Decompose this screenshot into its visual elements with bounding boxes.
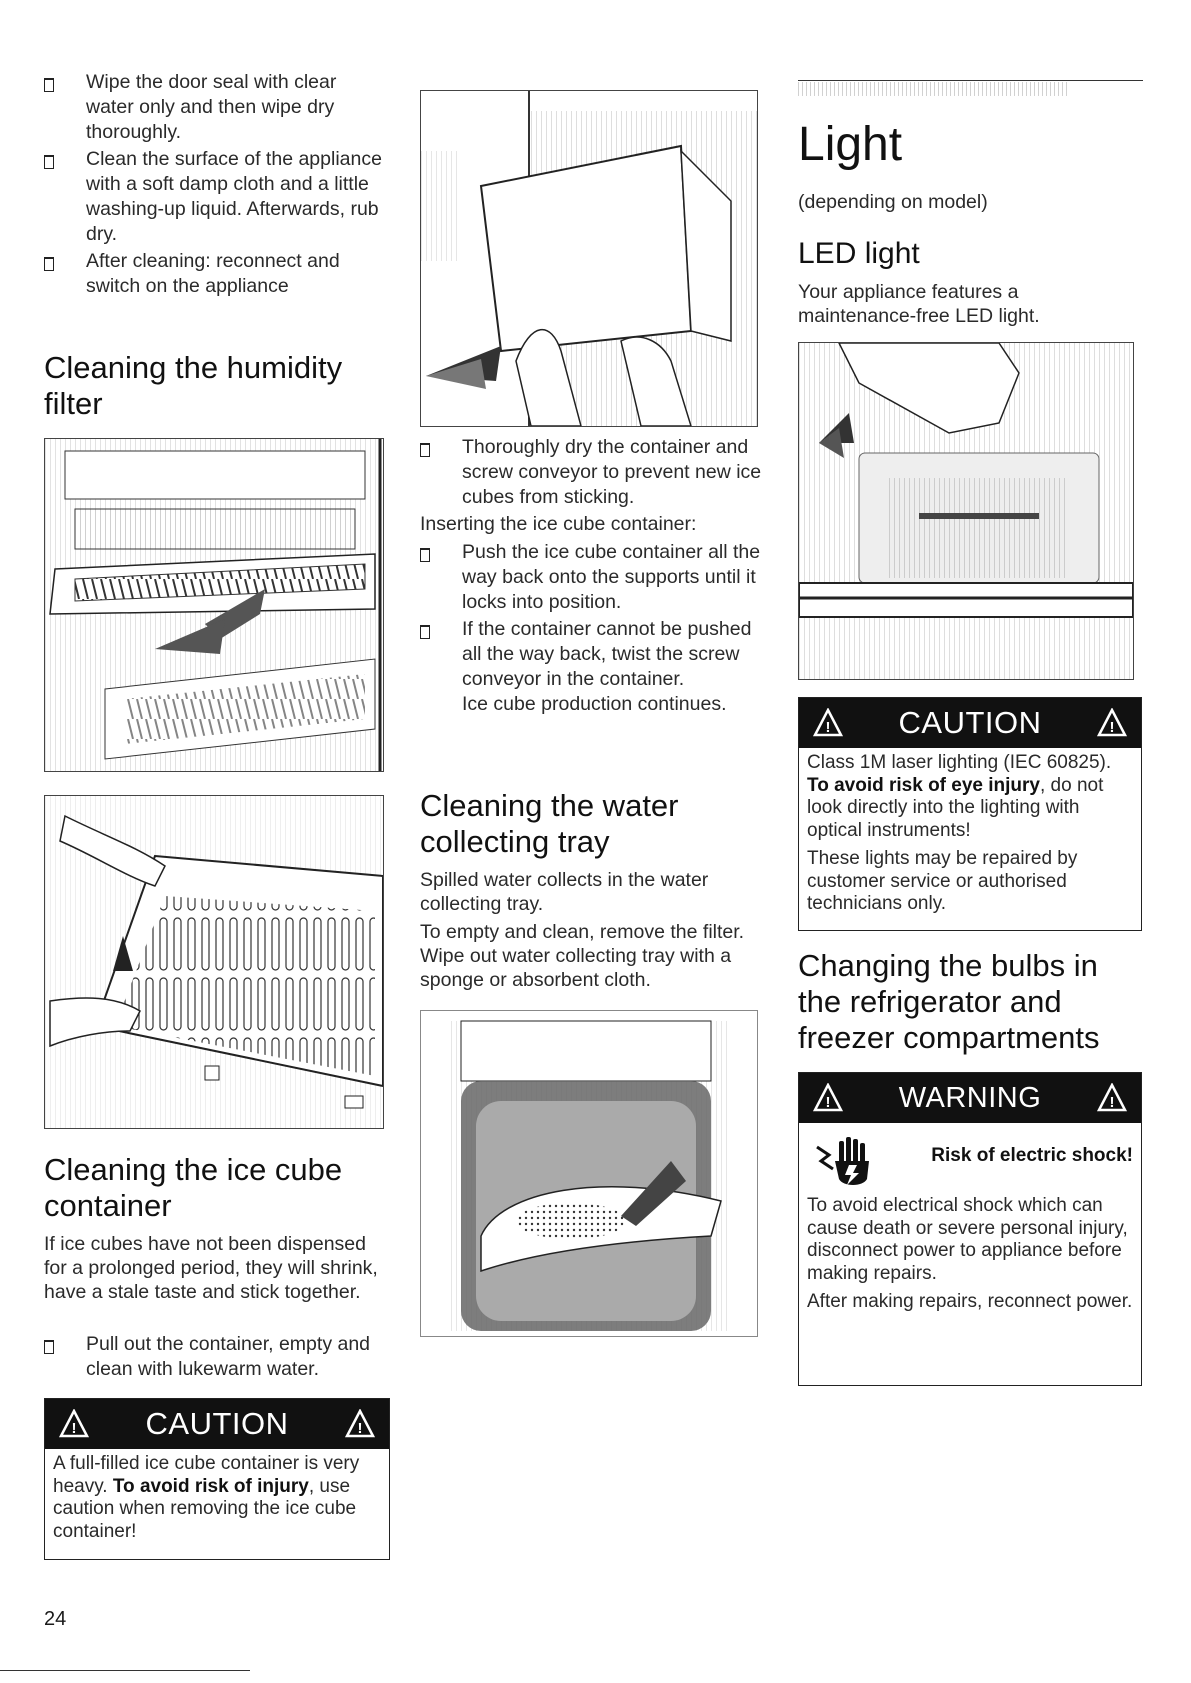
caution-title: CAUTION <box>145 1406 289 1441</box>
checkbox-bullet-icon <box>44 78 54 92</box>
filter-cover-illustration <box>44 795 384 1129</box>
list-item: If the container cannot be pushed all the way back, twist the screw conveyor in the container. Ice cube production continues. <box>420 617 765 717</box>
column-middle <box>420 435 765 719</box>
warning-triangle-icon <box>813 1083 843 1113</box>
heading-ice-cube-container: Cleaning the ice cube container <box>44 1152 343 1223</box>
caution-text: Class 1M laser lighting (IEC 60825). To avoid risk of eye injury, do not look directly into the lighting with optical instruments! These lights may be repaired by customer service or authorised technicians only. <box>799 748 1141 922</box>
heading-changing-bulbs: Changing the bulbs in the refrigerator and freezer compartments <box>798 948 1100 1055</box>
ice-container-drawing <box>421 91 757 426</box>
column-left <box>44 70 389 301</box>
checkbox-bullet-icon <box>420 443 430 457</box>
humidity-filter-illustration <box>44 438 384 772</box>
svg-text:!: ! <box>71 1420 77 1437</box>
led-light-drawing <box>799 343 1133 679</box>
list-item: Clean the surface of the appliance with a soft damp cloth and a little washing-up liquid. Afterwards, rub dry. <box>44 147 389 247</box>
water-tray-paragraph-2: To empty and clean, remove the filter. Wipe out water collecting tray with a sponge or absorbent cloth. <box>420 921 745 991</box>
list-item: Thoroughly dry the container and screw conveyor to prevent new ice cubes from sticking. <box>420 435 765 510</box>
warning-box-electric <box>798 1072 1142 1386</box>
warning-title: WARNING <box>898 1081 1042 1114</box>
warning-triangle-icon <box>345 1409 375 1439</box>
warning-triangle-icon <box>1097 708 1127 738</box>
checkbox-bullet-icon <box>420 548 430 562</box>
caution-title: CAUTION <box>898 705 1042 740</box>
list-item: After cleaning: reconnect and switch on the appliance <box>44 249 389 299</box>
list-item: Wipe the door seal with clear water only and then wipe dry thoroughly. <box>44 70 389 145</box>
list-item: Push the ice cube container all the way back onto the supports until it locks into position. <box>420 540 765 615</box>
ice-container-removal-illustration <box>420 90 758 427</box>
ice-cube-bullets <box>44 1332 389 1384</box>
heading-light: Light <box>798 118 903 171</box>
warning-paragraph-2: After making repairs, reconnect power. <box>807 1291 1133 1312</box>
warning-triangle-icon <box>59 1409 89 1439</box>
caution-paragraph-2: These lights may be repaired by customer service or authorised technicians only. <box>807 848 1078 914</box>
cleaning-bullets <box>44 70 389 299</box>
heading-led-light: LED light <box>798 237 920 270</box>
checkbox-bullet-icon <box>44 257 54 271</box>
led-paragraph: Your appliance features a maintenance-free LED light. <box>798 281 1040 327</box>
svg-text:!: ! <box>1109 1094 1115 1111</box>
caution-header <box>799 698 1141 748</box>
svg-text:!: ! <box>825 719 831 736</box>
depending-on-model: (depending on model) <box>798 191 988 213</box>
svg-text:!: ! <box>357 1420 363 1437</box>
electric-shock-hand-icon <box>813 1133 883 1191</box>
caution-box-ice-container <box>44 1398 390 1560</box>
warning-triangle-icon <box>813 708 843 738</box>
humidity-drawer-drawing <box>45 439 383 771</box>
svg-text:!: ! <box>1109 719 1115 736</box>
section-marker <box>798 82 1068 96</box>
ice-cube-paragraph: If ice cubes have not been dispensed for a prolonged period, they will shrink, have a stale taste and stick together. <box>44 1233 378 1303</box>
section-divider <box>798 80 1143 81</box>
caution-box-laser <box>798 697 1142 931</box>
warning-text <box>799 1195 1141 1320</box>
warning-paragraph-1: To avoid electrical shock which can cause death or severe personal injury, disconnect power to appliance before making repairs. <box>807 1195 1128 1284</box>
caution-text: A full-filled ice cube container is very heavy. To avoid risk of injury, use caution when removing the ice cube container! <box>53 1453 360 1542</box>
filter-cover-drawing <box>45 796 383 1128</box>
svg-text:!: ! <box>825 1094 831 1111</box>
checkbox-bullet-icon <box>44 155 54 169</box>
page-number: 24 <box>44 1608 67 1630</box>
list-item: Pull out the container, empty and clean with lukewarm water. <box>44 1332 389 1382</box>
water-tray-illustration <box>420 1010 758 1337</box>
water-tray-paragraph-1: Spilled water collects in the water collecting tray. <box>420 869 709 915</box>
risk-of-electric-shock: Risk of electric shock! <box>931 1145 1133 1166</box>
heading-water-collecting-tray: Cleaning the water collecting tray <box>420 788 679 859</box>
warning-header <box>799 1073 1141 1123</box>
footer-line <box>0 1670 250 1671</box>
warning-triangle-icon <box>1097 1083 1127 1113</box>
checkbox-bullet-icon <box>420 625 430 639</box>
shock-row <box>799 1123 1141 1195</box>
caution-header <box>45 1399 389 1449</box>
heading-humidity-filter: Cleaning the humidity filter <box>44 350 343 421</box>
checkbox-bullet-icon <box>44 1340 54 1354</box>
water-tray-drawing <box>421 1011 757 1336</box>
inserting-heading-text: Inserting the ice cube container: <box>420 513 697 535</box>
inserting-bullets <box>420 540 765 717</box>
led-light-illustration <box>798 342 1134 680</box>
drying-bullets <box>420 435 765 510</box>
